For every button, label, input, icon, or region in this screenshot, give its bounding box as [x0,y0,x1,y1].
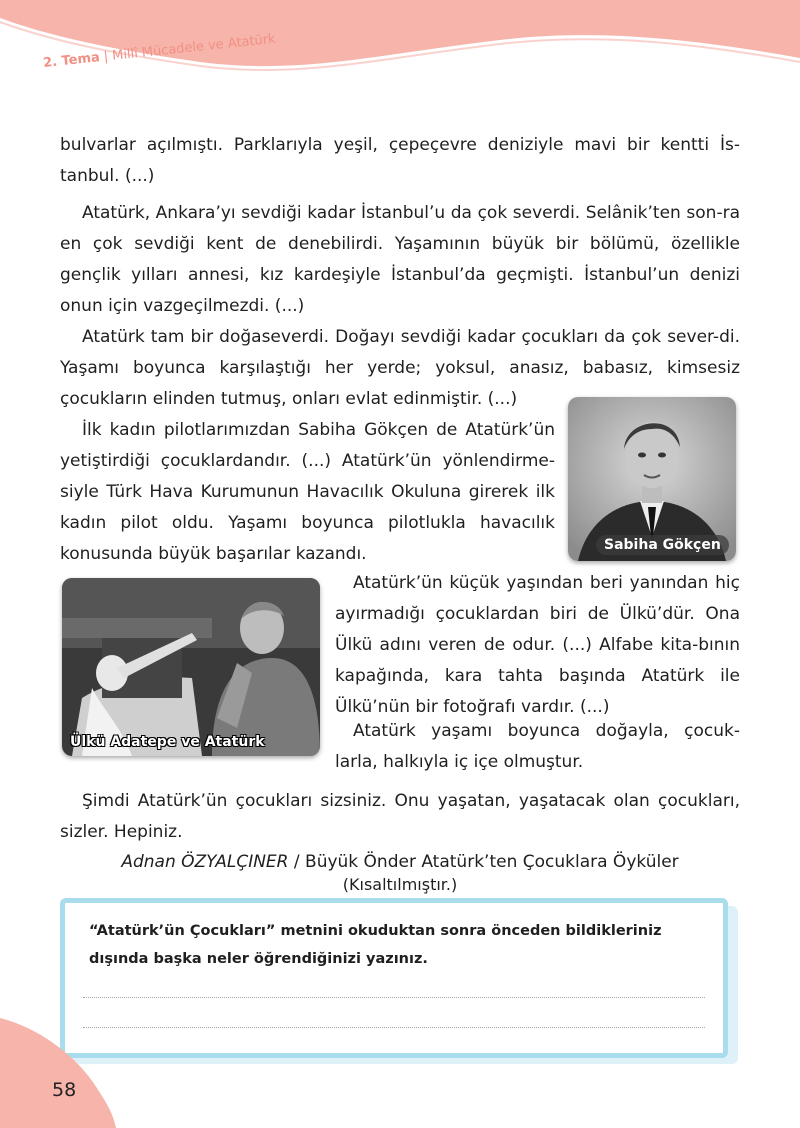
theme-number: 2. Tema [42,50,101,71]
answer-line-1[interactable] [83,997,705,998]
abridged-note: (Kısaltılmıştır.) [342,875,458,894]
question-box [60,898,728,1058]
ulku-ataturk-image [62,578,320,756]
source-line [60,848,740,876]
source-author: Adnan ÖZYALÇINER [121,852,289,872]
theme-title: Millî Mücadele ve Atatürk [111,31,277,64]
sabiha-gokcen-photo [568,397,736,561]
corner-decoration [0,1018,120,1128]
sabiha-caption: Sabiha Gökçen [596,535,729,555]
paragraph-4: İlk kadın pilotlarımızdan Sabiha Gökçen de Atatürk’ün yetiştirdiği çocuklardandır. (...) Atatürk’ün yönlendirme-siyle Türk Hava Kurumunun Havacılık Okuluna girerek ilk kadın pilot oldu. Yaşamı boyunca pilotlukla havacılık konusunda büyük başarılar kazandı. [60,420,555,564]
source-book: Büyük Önder Atatürk’ten Çocuklara Öyküler [305,852,679,872]
paragraph-2: Atatürk, Ankara’yı sevdiği kadar İstanbul’u da çok severdi. Selânik’ten son-ra en çok sevdiği kent de denebilirdi. Yaşamının büyük bir bölümü, özellikle gençlik yılları annesi, kız kardeşiyle İstanbul’da geçmişti. İstanbul’un denizi onun için vazgeçilmezdi. (...) [60,203,740,316]
ulku-caption: Ülkü Adatepe ve Atatürk [70,734,265,750]
paragraph-5: Atatürk’ün küçük yaşından beri yanından hiç ayırmadığı çocuklardan biri de Ülkü’dür. Ona Ülkü adını veren de odur. (...) Alfabe kita-bının kapağında, kara tahta başında Atatürk ile Ülkü’nün bir fotoğrafı vardır. (...) [335,573,740,717]
paragraph-1: bulvarlar açılmıştı. Parklarıyla yeşil, çepeçevre deniziyle mavi bir kentti İs-tanbul. (...) [60,135,740,186]
paragraph-7: Şimdi Atatürk’ün çocukları sizsiniz. Onu yaşatan, yaşatacak olan çocukları, sizler. Hepiniz. [60,791,740,842]
source-separator: / [288,852,306,872]
page-number: 58 [52,1079,77,1101]
paragraph-6: Atatürk yaşamı boyunca doğayla, çocuk-larla, halkıyla iç içe olmuştur. [335,721,740,772]
paragraph-3: Atatürk tam bir doğaseverdi. Doğayı sevdiği kadar çocukları da çok sever-di. Yaşamı boyunca karşılaştığı her yerde; yoksul, anasız, babasız, kimsesiz çocukların elinden tutmuş, onları evlat edinmiştir. (...) [60,327,740,409]
answer-line-2[interactable] [83,1027,705,1028]
question-text: “Atatürk’ün Çocukları” metnini okuduktan sonra önceden bildikleriniz dışında başka neler öğrendiğinizi yazınız. [89,923,662,967]
ulku-ataturk-photo [62,578,320,756]
theme-separator: | [103,49,109,65]
